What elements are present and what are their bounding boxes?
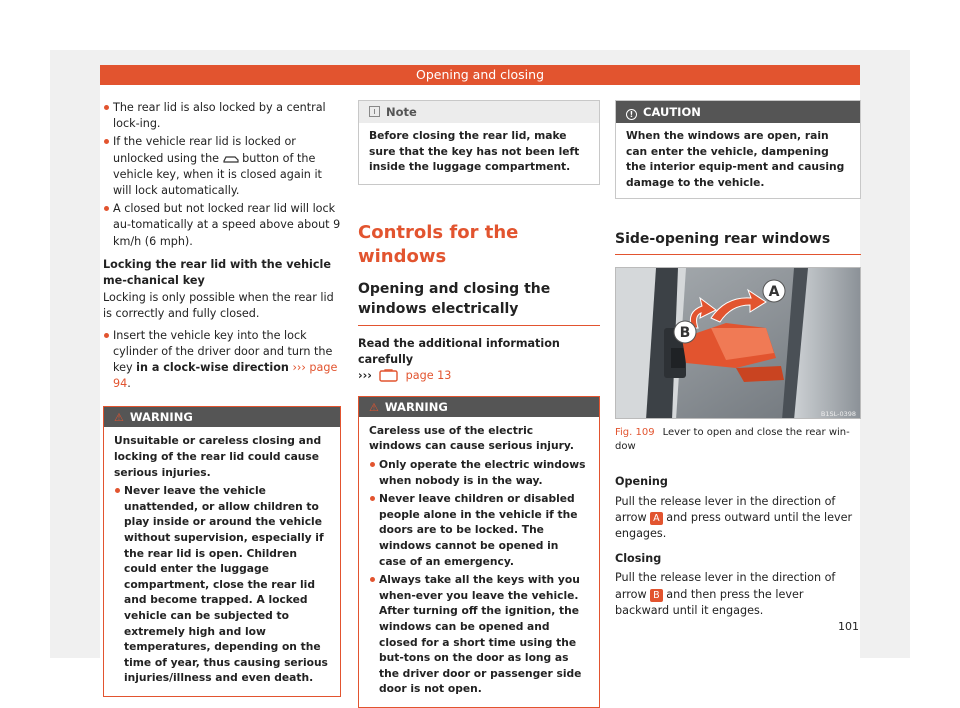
tag-b: B — [650, 589, 663, 602]
figure-code: B1SL-0398 — [820, 410, 856, 419]
car-lock-icon — [223, 154, 239, 164]
warning-header: ⚠ WARNING — [359, 397, 599, 417]
warning-item: Never leave the vehicle unattended, or allow children to play inside or around the vehicle without supervision, especially if the rear lid is open. Children could enter the luggage compartment, close the rear lid and become trapped. A locked vehicle can be subjected to extremely high and low temperatures, depending on the time of year, thus causing serious injuries/illness and even death. — [114, 483, 330, 686]
warning-header: ⚠ WARNING — [104, 407, 340, 427]
note-header: Note — [359, 101, 599, 123]
bullet-insert-key: Insert the vehicle key into the lock cylinder of the driver door and turn the key in a clock-wise direction ››› page 94. — [103, 328, 341, 393]
column-right — [615, 100, 861, 619]
warning-item: Always take all the keys with you when-ever you leave the vehicle. After turning off the ignition, the windows can be opened and closed for a short time using the but-tons on the door as long as the driver door or passenger side door is not open. — [369, 572, 589, 697]
warning-body: Careless use of the electric windows can cause serious injury. Only operate the electric windows when nobody is in the way. Never leave children or disabled people alone in the vehicle if the doors are to be locked. The windows cannot be opened in case of an emergency. Always take all the keys with you when-ever you leave the vehicle. After turning off the ignition, the windows can be opened and closed for a short time using the but-tons on the door as long as the driver door or passenger side door is not open. — [359, 417, 599, 707]
warning-item: Never leave children or disabled people alone in the vehicle if the doors are to be locked. The windows cannot be opened in case of an emergency. — [369, 491, 589, 569]
section-title-windows: Controls for the windows — [358, 221, 519, 267]
link-page-13[interactable]: page 13 — [405, 368, 452, 382]
para-locking-possible: Locking is only possible when the rear lid is correctly and fully closed. — [103, 291, 334, 321]
note-icon — [369, 106, 380, 117]
info-circle-icon: ! — [626, 109, 637, 120]
page-number: 101 — [838, 620, 859, 633]
warning-triangle-icon: ⚠ — [369, 400, 379, 414]
warning-body: Unsuitable or careless closing and locking of the rear lid could cause serious injuries. Never leave the vehicle unattended, or allow children to play inside or around the vehicle without supervision, especially if the rear lid is open. Children could enter the luggage compartment, close the rear lid and become trapped. A locked vehicle can be subjected to extremely high and low temperatures, depending on the time of year, thus causing serious injuries/illness and even death. — [104, 427, 340, 696]
link-page-94[interactable]: ››› page 94 — [113, 361, 338, 391]
para-closing: Pull the release lever in the direction of arrow B and then press the lever backward until it engages. — [615, 571, 836, 617]
subtitle-electric-windows: Opening and closing the windows electrically — [358, 279, 600, 326]
warning-box-rear-lid — [103, 406, 341, 697]
subhead-mechanical-key: Locking the rear lid with the vehicle me-chanical key — [103, 257, 331, 288]
figure-caption: Fig. 109 Lever to open and close the rear win-dow — [615, 427, 850, 453]
callout-a: A — [768, 284, 780, 301]
bullet-auto-lock: A closed but not locked rear lid will lock au-tomatically at a speed above about 9 km/h (6 mph). — [103, 201, 341, 250]
bullet-central-locking: The rear lid is also locked by a central lock-ing. — [103, 100, 341, 132]
para-opening: Pull the release lever in the direction of arrow A and press outward until the lever engages. — [615, 494, 853, 540]
note-body: Before closing the rear lid, make sure that the key has not been left inside the luggage compartment. — [369, 129, 580, 174]
lever-illustration — [616, 268, 861, 419]
subhead-closing: Closing — [615, 552, 662, 566]
warning-box-windows — [358, 396, 600, 708]
read-more: Read the additional information carefully ››› page 13 — [358, 336, 560, 382]
column-middle — [358, 100, 600, 708]
caution-box — [615, 100, 861, 199]
column-left — [103, 100, 341, 697]
note-box — [358, 100, 600, 185]
warning-item: Only operate the electric windows when nobody is in the way. — [369, 457, 589, 488]
subhead-opening: Opening — [615, 475, 668, 489]
book-icon — [379, 369, 399, 382]
bullet-key-button: If the vehicle rear lid is locked or unlocked using the button of the vehicle key, when it is closed again it will lock automatically. — [103, 134, 341, 199]
warning-triangle-icon: ⚠ — [114, 411, 124, 425]
caution-body: When the windows are open, rain can enter the vehicle, dampening the interior equip-ment and causing damage to the vehicle. — [626, 129, 845, 189]
figure-rear-window-lever — [615, 267, 861, 419]
tag-a: A — [650, 512, 663, 525]
subtitle-side-windows: Side-opening rear windows — [615, 229, 861, 255]
caution-header: ! CAUTION — [616, 101, 860, 123]
callout-b: B — [679, 325, 691, 342]
chapter-header: Opening and closing — [100, 65, 860, 85]
